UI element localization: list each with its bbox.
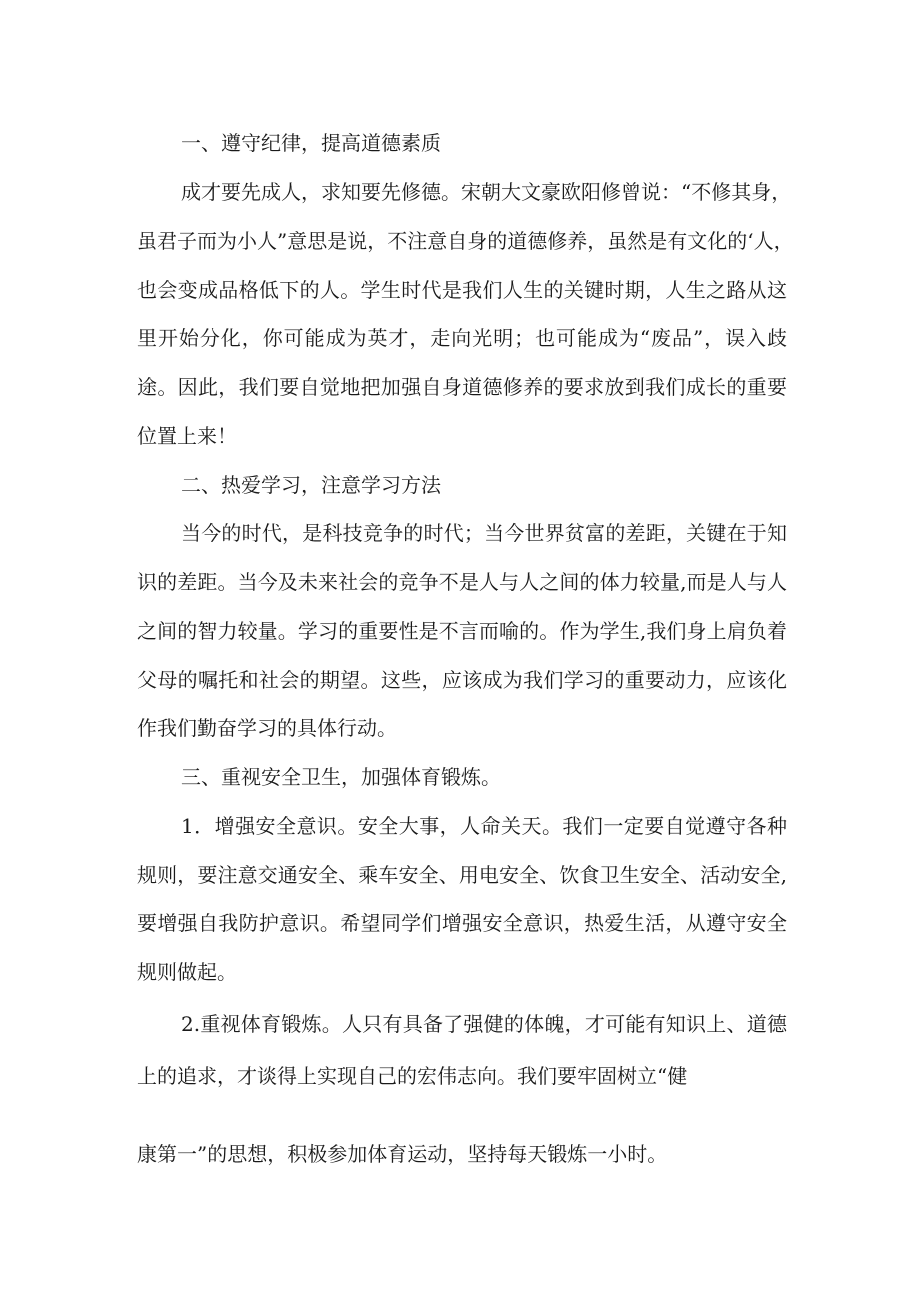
paragraph-line: 要增强自我防护意识。希望同学们增强安全意识，热爱生活，从遵守安全 <box>137 911 787 935</box>
paragraph-line: 里开始分化，你可能成为英才，走向光明；也可能成为“废品”，误入歧 <box>137 326 787 350</box>
section1-heading: 一、遵守纪律，提高道德素质 <box>181 131 441 155</box>
paragraph-line: 父母的嘱托和社会的期望。这些，应该成为我们学习的重要动力，应该化 <box>137 668 787 692</box>
paragraph-line: 也会变成品格低下的人。学生时代是我们人生的关键时期，人生之路从这 <box>137 278 787 302</box>
paragraph-line: 规则，要注意交通安全、乘车安全、用电安全、饮食卫生安全、活动安全, <box>137 863 787 887</box>
paragraph-line: 2.重视体育锻炼。人只有具备了强健的体魄，才可能有知识上、道德 <box>181 1012 787 1036</box>
paragraph-line: 上的追求，才谈得上实现自己的宏伟志向。我们要牢固树立“健 <box>137 1064 688 1088</box>
paragraph-line: 之间的智力较量。学习的重要性是不言而喻的。作为学生,我们身上肩负着 <box>137 619 787 643</box>
paragraph-line: 规则做起。 <box>137 960 237 984</box>
paragraph-line: 识的差距。当今及未来社会的竞争不是人与人之间的体力较量,而是人与人 <box>137 570 787 594</box>
paragraph-line: 1．增强安全意识。安全大事，人命关天。我们一定要自觉遵守各种 <box>181 814 787 838</box>
paragraph-line: 当今的时代，是科技竞争的时代；当今世界贫富的差距，关键在于知 <box>181 521 787 545</box>
paragraph-line: 作我们勤奋学习的具体行动。 <box>137 716 397 740</box>
paragraph-line: 康第一”的思想，积极参加体育运动，坚持每天锻炼一小时。 <box>137 1142 668 1166</box>
paragraph-line: 虽君子而为小人”意思是说，不注意自身的道德修养，虽然是有文化的‘人， <box>137 229 794 253</box>
paragraph-line: 成才要先成人，求知要先修德。宋朝大文豪欧阳修曾说：“不修其身， <box>181 180 792 204</box>
paragraph-line: 位置上来！ <box>137 424 237 448</box>
paragraph-line: 途。因此，我们要自觉地把加强自身道德修养的要求放到我们成长的重要 <box>137 375 787 399</box>
section2-heading: 二、热爱学习，注意学习方法 <box>181 473 441 497</box>
section3-heading: 三、重视安全卫生，加强体育锻炼。 <box>181 765 501 789</box>
